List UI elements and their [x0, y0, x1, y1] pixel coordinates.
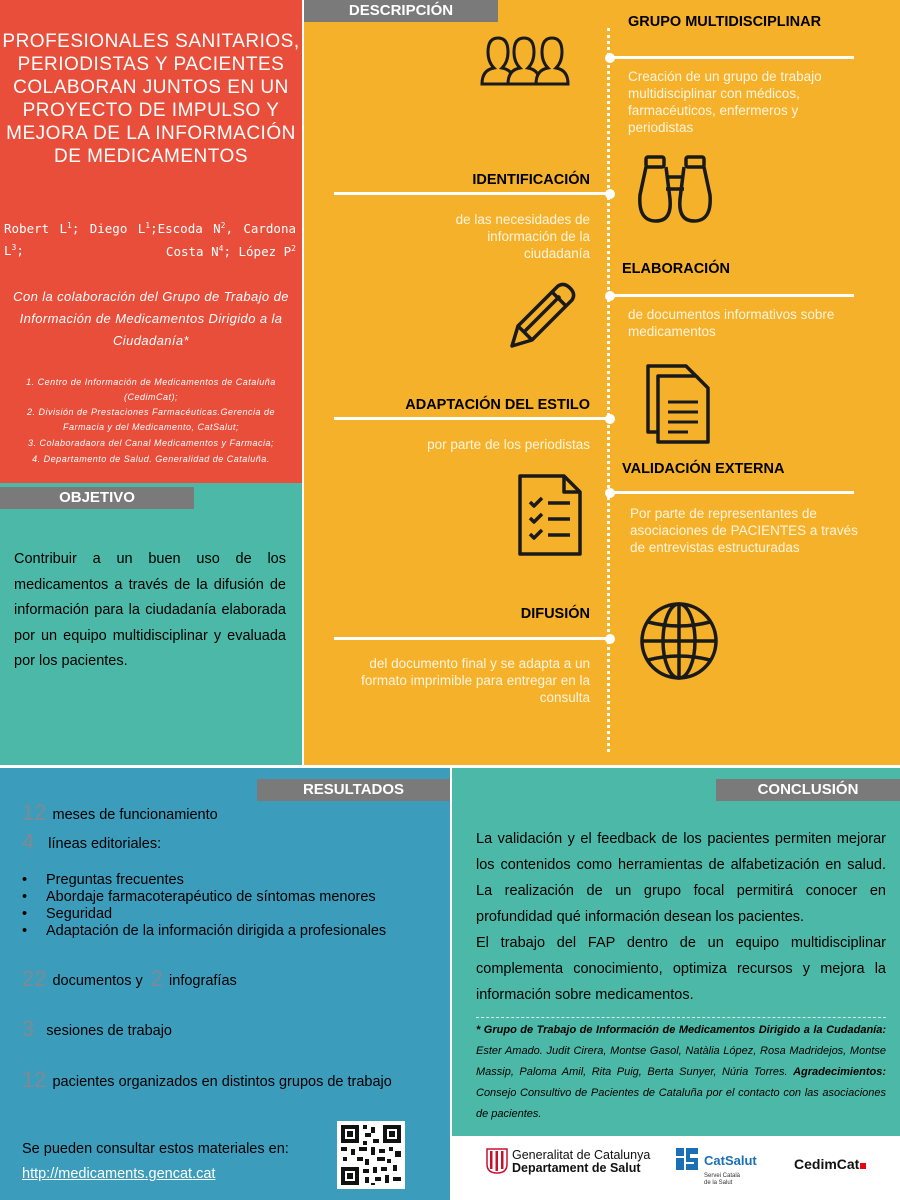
affiliation-4: 4. Departamento de Salud. Generalidad de Cataluña. — [32, 454, 270, 464]
step-line — [334, 637, 610, 640]
affiliation-2: 2. División de Prestaciones Farmacéuticas.Gerencia de Farmacia y del Medicamento, CatSalut; — [26, 407, 276, 432]
consult-text: Se pueden consultar estos materiales en: — [22, 1141, 289, 1157]
affiliation-3: 3. Colaboradaora del Canal Medicamentos y Farmacia; — [27, 438, 275, 448]
working-group-note: * Grupo de Trabajo de Información de Medicamentos Dirigido a la Cudadanía: Ester Amado. Judit Cirera, Montse Gasol, Natàlia López, Rosa Madridejos, Montse Massip, Paloma Amil, Rita Puig, Berta Sunyer, Núria Torres. Agradecimientos: Consejo Consultivo de Pacientes de Cataluña por el contacto con las asociaciones de pacientes. — [476, 1024, 886, 1120]
people-icon — [478, 32, 578, 93]
conclusion-paragraph: La validación y el feedback de los pacientes permiten mejorar los contenidos como herramientas de alfabetización en salud. La realización de un grupo focal permitirá conocer en profundidad qué información desean los pacientes. — [476, 831, 886, 925]
objective-label: OBJETIVO — [0, 487, 194, 509]
catsalut-emblem-icon — [674, 1146, 700, 1172]
step-title-adaptacion: ADAPTACIÓN DEL ESTILO — [405, 397, 590, 413]
documents-icon — [644, 362, 714, 451]
result-months: 12 meses de funcionamiento — [22, 800, 218, 825]
timeline-dot — [605, 414, 615, 424]
step-line — [610, 294, 854, 297]
step-line — [610, 56, 854, 59]
step-text-identificacion: de las necesidades de información de la ciudadanía — [455, 212, 590, 261]
binoculars-icon — [636, 155, 716, 232]
editorial-lines-list — [22, 872, 386, 940]
step-text-validacion: Por parte de representantes de asociaciones de PACIENTES a través de entrevistas estructuradas — [630, 506, 858, 555]
timeline-dot — [605, 634, 615, 644]
globe-icon — [638, 600, 720, 687]
authors-line-2: Costa $N^4$; López $P^2$ — [165, 243, 296, 259]
step-title-validacion: VALIDACIÓN EXTERNA — [622, 461, 785, 477]
catsalut-name: CatSalut — [704, 1153, 757, 1168]
step-title-elaboracion: ELABORACIÓN — [622, 261, 730, 277]
step-text-grupo: Creación de un grupo de trabajo multidisciplinar con médicos, farmacéuticos, enfermeros y periodistas — [628, 69, 822, 135]
step-text-difusion: del documento final y se adapta a un formato imprimible para entregar en la consulta — [361, 656, 590, 705]
generalitat-emblem-icon — [486, 1148, 508, 1174]
objective-text: Contribuir a un buen uso de los medicamentos a través de la difusión de información para la ciudadanía elaborada por un equipo multidisciplinar y evaluada por los pacientes. — [14, 551, 286, 669]
step-line — [334, 417, 610, 420]
result-patients: 12 pacientes organizados en distintos grupos de trabajo — [22, 1067, 392, 1092]
conclusion-label: CONCLUSIÓN — [716, 779, 900, 801]
step-text-elaboracion: de documentos informativos sobre medicamentos — [628, 307, 835, 339]
divider — [476, 1017, 886, 1018]
step-line — [610, 491, 854, 494]
list-item: • Seguridad — [22, 906, 386, 923]
materials-link[interactable]: http://medicaments.gencat.cat — [22, 1166, 216, 1182]
title-panel — [0, 0, 302, 483]
poster-title: PROFESIONALES SANITARIOS, PERIODISTAS Y PACIENTES COLABORAN JUNTOS EN UN PROYECTO DE IMPULSO Y MEJORA DE LA INFORMACIÓN DE MEDICAMENTOS — [2, 31, 300, 167]
step-text-adaptacion: por parte de los periodistas — [427, 437, 590, 452]
conclusion-text — [476, 826, 886, 1008]
conclusion-paragraph: El trabajo del FAP dentro de un equipo multidisciplinar complementa conocimiento, optimiza recursos y mejora la información sobre medicamentos. — [476, 935, 886, 1003]
generalitat-line-2: Departament de Salut — [512, 1161, 641, 1175]
result-sessions: 3 sesiones de trabajo — [22, 1016, 172, 1041]
step-title-identificacion: IDENTIFICACIÓN — [472, 172, 590, 188]
result-documents: 22 documentos y 2 infografías — [22, 966, 237, 991]
logos-panel — [452, 1136, 900, 1200]
timeline-dot — [605, 189, 615, 199]
checklist-icon — [516, 472, 584, 563]
affiliation-1: 1. Centro de Información de Medicamentos de Cataluña (CedimCat); — [26, 377, 276, 402]
pencil-icon — [504, 280, 580, 357]
result-lines: 4 líneas editoriales: — [22, 829, 162, 854]
step-title-grupo: GRUPO MULTIDISCIPLINAR — [628, 14, 822, 30]
list-item: • Adaptación de la información dirigida a profesionales — [22, 923, 386, 940]
list-item: • Abordaje farmacoterapéutico de síntomas menores — [22, 889, 386, 906]
cedimcat-logo: CedimCat — [794, 1156, 866, 1172]
catsalut-sub-2: de la Salut — [704, 1180, 733, 1186]
qr-code[interactable] — [337, 1121, 405, 1189]
step-title-difusion: DIFUSIÓN — [520, 606, 590, 622]
results-label: RESULTADOS — [257, 779, 450, 801]
authors-line-1: Robert $L^1$; Diego $L^1;Escoda$ $N^2$, Cardona $L^3$; — [4, 220, 297, 258]
collaboration-note: Con la colaboración del Grupo de Trabajo de Información de Medicamentos Dirigido a la Ciudadanía* — [13, 289, 289, 348]
cedimcat-square-icon — [860, 1163, 866, 1169]
list-item: • Preguntas frecuentes — [22, 872, 386, 889]
description-label: DESCRIPCIÓN — [304, 0, 498, 22]
generalitat-line-1: Generalitat de Catalunya — [512, 1148, 651, 1162]
catsalut-sub-1: Servei Català — [704, 1173, 741, 1179]
step-line — [334, 192, 610, 195]
